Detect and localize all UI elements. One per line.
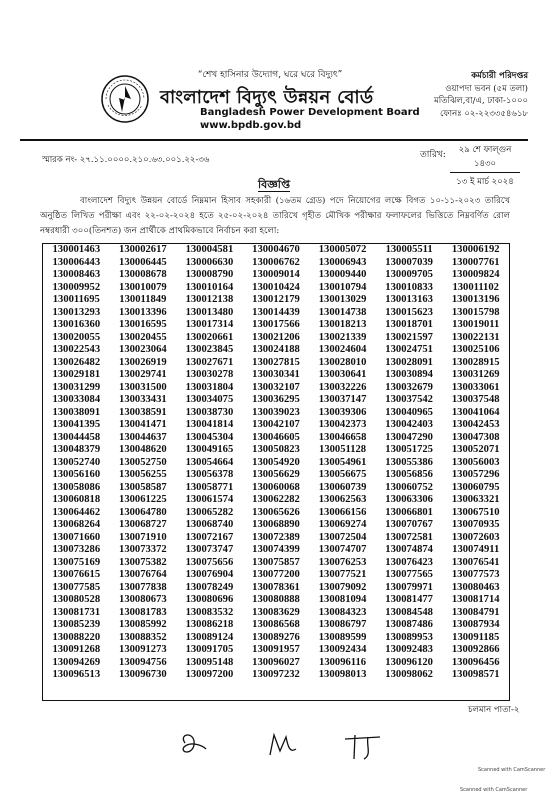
- notice-title: বিজ্ঞপ্তি: [258, 178, 290, 191]
- roll-number-cell: 130024751: [385, 344, 433, 355]
- roll-number-cell: 130088220: [52, 631, 101, 643]
- roll-number-cell: 130007039: [385, 256, 433, 268]
- roll-number-cell: 130007761: [451, 256, 500, 268]
- roll-number-cell: 130021339: [318, 331, 367, 343]
- roll-number-cell: 130014738: [318, 306, 367, 318]
- roll-number-cell: 130064780: [119, 506, 167, 518]
- roll-number-cell: 130076764: [119, 569, 167, 580]
- roll-number-cell: 130065282: [185, 506, 234, 518]
- roll-number-cell: 130033061: [451, 381, 500, 393]
- roll-number-cell: 130077521: [318, 569, 367, 580]
- roll-number-cell: 130052740: [52, 456, 101, 468]
- roll-number-cell: 130087934: [451, 619, 500, 630]
- roll-number-cell: 130017566: [252, 319, 300, 330]
- roll-number-cell: 130077838: [119, 581, 167, 593]
- roll-number-cell: 130009952: [52, 281, 101, 293]
- roll-number-cell: 130058086: [52, 481, 101, 493]
- roll-number-cell: 130068264: [52, 519, 101, 530]
- roll-number-cell: 130096730: [119, 669, 167, 680]
- roll-number-cell: 130073747: [185, 544, 234, 555]
- roll-number-cell: 130072389: [252, 531, 300, 543]
- roll-number-cell: 130039306: [318, 406, 367, 418]
- roll-number-cell: 130098062: [385, 669, 433, 680]
- roll-number-cell: 130061574: [185, 494, 234, 505]
- roll-number-cell: 130070767: [385, 519, 433, 530]
- roll-number-cell: 130042373: [318, 419, 367, 430]
- roll-number-cell: 130046605: [252, 431, 300, 443]
- roll-number-cell: 130096456: [451, 656, 500, 668]
- roll-number-cell: 130019011: [452, 319, 500, 330]
- roll-number-cell: 130029181: [52, 369, 101, 380]
- roll-number-cell: 130036295: [252, 394, 300, 405]
- roll-number-cell: 130091957: [252, 644, 300, 655]
- roll-number-cell: 130077200: [252, 569, 300, 580]
- roll-number-cell: 130056675: [318, 469, 367, 480]
- roll-number-cell: 130021206: [252, 331, 300, 343]
- roll-number-cell: 130084548: [385, 606, 433, 618]
- roll-number-cell: 130031269: [451, 369, 500, 380]
- roll-number-cell: 130096027: [252, 656, 300, 668]
- roll-number-cell: 130047290: [385, 431, 433, 443]
- roll-number-cell: 130064462: [52, 506, 101, 518]
- roll-number-cell: 130060818: [52, 494, 101, 505]
- roll-number-cell: 130041814: [185, 419, 234, 430]
- roll-number-cell: 130072581: [385, 531, 433, 543]
- roll-number-cell: 130030341: [252, 369, 300, 380]
- roll-number-cell: 130076615: [52, 569, 101, 580]
- roll-number-cell: 130038730: [185, 406, 234, 418]
- roll-number-cell: 130081783: [119, 606, 167, 618]
- roll-number-grid: [43, 244, 509, 682]
- roll-number-cell: 130056856: [385, 469, 433, 480]
- roll-number-cell: 130054961: [318, 456, 367, 468]
- roll-number-cell: 130073286: [52, 544, 101, 555]
- roll-number-cell: 130038091: [52, 406, 101, 418]
- roll-number-cell: 130092866: [451, 644, 500, 655]
- roll-number-cell: 130070935: [451, 519, 500, 530]
- roll-number-cell: 130051128: [319, 444, 367, 455]
- roll-number-cell: 130061225: [119, 494, 167, 505]
- bpdb-logo: [100, 74, 150, 124]
- roll-number-cell: 130006192: [451, 244, 500, 255]
- roll-number-cell: 130005511: [385, 244, 433, 255]
- roll-number-cell: 130089953: [385, 631, 433, 643]
- roll-number-cell: 130049165: [185, 444, 234, 455]
- roll-number-cell: 130075169: [52, 556, 101, 568]
- roll-number-cell: 130028010: [318, 356, 367, 368]
- roll-number-cell: 130027671: [185, 356, 234, 368]
- roll-number-cell: 130037147: [318, 394, 367, 405]
- roll-number-cell: 130037542: [385, 394, 433, 405]
- roll-number-cell: 130041395: [52, 419, 101, 430]
- roll-number-cell: 130031299: [52, 381, 101, 393]
- roll-number-cell: 130085992: [119, 619, 167, 630]
- roll-number-cell: 130012179: [252, 294, 300, 305]
- date-label: তারিখ:: [420, 150, 446, 160]
- roll-number-cell: 130078249: [185, 581, 234, 593]
- roll-number-cell: 130080696: [185, 594, 234, 605]
- roll-number-cell: 130052750: [119, 456, 167, 468]
- roll-number-cell: 130020455: [119, 331, 167, 343]
- roll-number-cell: 130010424: [252, 281, 300, 293]
- roll-number-cell: 130029741: [119, 369, 167, 380]
- roll-number-cell: 130013480: [185, 306, 234, 318]
- roll-number-cell: 130034075: [185, 394, 234, 405]
- roll-number-cell: 130054920: [252, 456, 300, 468]
- roll-number-cell: 130076423: [385, 556, 433, 568]
- roll-number-cell: 130086797: [318, 619, 367, 630]
- roll-number-cell: 130051725: [385, 444, 433, 455]
- roll-number-cell: 130022131: [451, 331, 500, 343]
- roll-number-cell: 130008678: [119, 269, 167, 280]
- roll-number-cell: 130078361: [252, 581, 300, 593]
- roll-number-cell: 130069274: [318, 519, 367, 530]
- roll-number-cell: 130087486: [385, 619, 433, 630]
- roll-number-cell: 130024604: [318, 344, 367, 355]
- roll-number-cell: 130062282: [252, 494, 300, 505]
- roll-number-cell: 130071910: [119, 531, 167, 543]
- roll-number-cell: 130086568: [252, 619, 300, 630]
- roll-number-cell: 130023845: [185, 344, 234, 355]
- roll-number-cell: 130083629: [252, 606, 300, 618]
- roll-number-cell: 130091185: [452, 631, 500, 643]
- roll-number-cell: 130077565: [385, 569, 433, 580]
- roll-number-cell: 130014439: [252, 306, 300, 318]
- roll-number-cell: 130020661: [185, 331, 234, 343]
- roll-number-cell: 130096513: [52, 669, 101, 680]
- roll-number-cell: 130042453: [451, 419, 500, 430]
- roll-number-cell: 130094756: [119, 656, 167, 668]
- roll-number-cell: 130095148: [185, 656, 234, 668]
- roll-number-cell: 130047308: [451, 431, 500, 443]
- roll-number-cell: 130068740: [185, 519, 234, 530]
- roll-number-cell: 130030894: [385, 369, 433, 380]
- scanner-watermark: Scanned with CamScanner: [478, 767, 546, 773]
- roll-number-cell: 130081714: [451, 594, 500, 605]
- roll-number-cell: 130010833: [385, 281, 433, 293]
- roll-number-cell: 130058771: [185, 481, 234, 493]
- slogan: “শেখ হাসিনার উদ্যোগ, ঘরে ঘরে বিদ্যুৎ”: [197, 70, 343, 80]
- address-line-1: ওয়াপদা ভবন (৫ম তলা): [445, 83, 528, 94]
- roll-number-cell: 130052071: [451, 444, 500, 455]
- notice-body: বাংলাদেশ বিদ্যুৎ উন্নয়ন বোর্ডে নিম্নমান হিসাব সহকারী (১৬তম গ্রেড) পদে নিয়োগের লক্ষে বিগত ১০-১১-২০২৩ তারিখে অনুষ্ঠিত লিখিত পরীক্ষা এবং ২২-০২-২০২৪ হতে ২৫-০২-২০২৪ তারিখে গৃহীত মৌখিক পরীক্ষার ফলাফলের ভিত্তিতে নিম্নবর্ণিত রোল নম্বরধারী ৩০০(তিনশত) জন প্রার্থীকে প্রাথমিকভাবে নির্বাচন করা হলো:: [40, 196, 510, 236]
- roll-number-cell: 130054664: [185, 456, 234, 468]
- roll-number-cell: 130089276: [252, 631, 300, 643]
- roll-number-table: [42, 243, 510, 701]
- roll-number-cell: 130085239: [52, 619, 101, 630]
- roll-number-cell: 130021597: [385, 331, 433, 343]
- organization-name-bangla: বাংলাদেশ বিদ্যুৎ উন্নয়ন বোর্ড: [160, 87, 374, 108]
- roll-number-cell: 130077585: [52, 581, 101, 593]
- roll-number-cell: 130013396: [119, 306, 167, 318]
- roll-number-cell: 130096120: [385, 656, 433, 668]
- roll-number-cell: 130055386: [385, 456, 433, 468]
- roll-number-cell: 130081731: [52, 606, 101, 618]
- roll-number-cell: 130076541: [451, 556, 500, 568]
- roll-number-cell: 130080673: [119, 594, 167, 605]
- roll-number-cell: 130005072: [318, 244, 367, 255]
- roll-number-cell: 130042107: [252, 419, 300, 430]
- roll-number-cell: 130075382: [119, 556, 167, 568]
- roll-number-cell: 130073372: [119, 544, 167, 555]
- roll-number-cell: 130056003: [451, 456, 500, 468]
- roll-number-cell: 130075656: [185, 556, 234, 568]
- roll-number-cell: 130056629: [252, 469, 300, 480]
- roll-number-cell: 130041471: [119, 419, 167, 430]
- roll-number-cell: 130006445: [119, 256, 167, 268]
- roll-number-cell: 130080888: [252, 594, 300, 605]
- memo-reference: স্মারক নং- ২৭.১১.০০০০.২১০.৬৩.০০১.২২-৩৬: [42, 155, 210, 165]
- roll-number-cell: 130086218: [185, 619, 234, 630]
- roll-number-cell: 130033084: [52, 394, 101, 405]
- signatures: [140, 725, 440, 765]
- roll-number-cell: 130009824: [451, 269, 500, 280]
- roll-number-cell: 130074874: [385, 544, 433, 555]
- roll-number-cell: 130011849: [119, 294, 167, 305]
- roll-number-cell: 130065626: [252, 506, 300, 518]
- roll-number-cell: 130044458: [52, 431, 101, 443]
- roll-number-cell: 130056255: [119, 469, 167, 480]
- roll-number-cell: 130020055: [52, 331, 101, 343]
- roll-number-cell: 130030641: [318, 369, 367, 380]
- department-name: কর্মচারী পরিদপ্তর: [471, 71, 528, 81]
- roll-number-cell: 130009014: [252, 269, 300, 280]
- roll-number-cell: 130011102: [452, 281, 499, 293]
- roll-number-cell: 130048379: [52, 444, 101, 455]
- roll-number-cell: 130013029: [318, 294, 367, 305]
- roll-number-cell: 130056378: [185, 469, 234, 480]
- roll-number-cell: 130058587: [119, 481, 167, 493]
- roll-number-cell: 130076253: [318, 556, 367, 568]
- roll-number-cell: 130057296: [451, 469, 500, 480]
- roll-number-cell: 130066801: [385, 506, 433, 518]
- address-line-2: মতিঝিল,বা/এ, ঢাকা-১০০০: [433, 96, 528, 106]
- roll-number-cell: 130056160: [52, 469, 101, 480]
- roll-number-cell: 130089599: [318, 631, 367, 643]
- roll-number-cell: 130017314: [185, 319, 234, 330]
- roll-number-cell: 130001463: [52, 244, 101, 255]
- roll-number-cell: 130015623: [385, 306, 433, 318]
- roll-number-cell: 130072504: [318, 531, 367, 543]
- roll-number-cell: 130060739: [318, 481, 367, 493]
- date-english: ১৩ ই মার্চ ২০২৪: [456, 177, 514, 187]
- roll-number-cell: 130097232: [252, 669, 300, 680]
- roll-number-cell: 130032679: [385, 381, 433, 393]
- roll-number-cell: 130089124: [185, 631, 234, 643]
- roll-number-cell: 130096116: [319, 656, 367, 668]
- roll-number-cell: 130074707: [318, 544, 367, 555]
- roll-number-cell: 130083532: [185, 606, 234, 618]
- roll-number-cell: 130010079: [119, 281, 167, 293]
- date-bangla: ২৯ শে ফাল্গুন ১৪৩০: [450, 142, 520, 173]
- roll-number-cell: 130032107: [252, 381, 300, 393]
- roll-number-cell: 130031804: [185, 381, 234, 393]
- roll-number-cell: 130081477: [385, 594, 433, 605]
- roll-number-cell: 130026482: [52, 356, 101, 368]
- roll-number-cell: 130002617: [119, 244, 167, 255]
- roll-number-cell: 130008463: [52, 269, 101, 280]
- roll-number-cell: 130025106: [451, 344, 500, 355]
- roll-number-cell: 130033431: [119, 394, 167, 405]
- roll-number-cell: 130037548: [451, 394, 500, 405]
- roll-number-cell: 130060795: [451, 481, 500, 493]
- roll-number-cell: 130080528: [52, 594, 101, 605]
- roll-number-cell: 130032226: [318, 381, 367, 393]
- roll-number-cell: 130013163: [385, 294, 433, 305]
- roll-number-cell: 130031500: [119, 381, 167, 393]
- roll-number-cell: 130098013: [318, 669, 367, 680]
- roll-number-cell: 130018213: [318, 319, 367, 330]
- roll-number-cell: 130068727: [119, 519, 167, 530]
- roll-number-cell: 130008790: [185, 269, 234, 280]
- roll-number-cell: 130015798: [451, 306, 500, 318]
- roll-number-cell: 130018701: [385, 319, 433, 330]
- roll-number-cell: 130084791: [451, 606, 500, 618]
- roll-number-cell: 130066156: [318, 506, 367, 518]
- roll-number-cell: 130028091: [385, 356, 433, 368]
- roll-number-cell: 130063306: [385, 494, 433, 505]
- roll-number-cell: 130023064: [119, 344, 167, 355]
- roll-number-cell: 130045304: [185, 431, 234, 443]
- organization-name-english: Bangladesh Power Development Board: [200, 107, 420, 118]
- roll-number-cell: 130016360: [52, 319, 101, 330]
- roll-number-cell: 130092483: [385, 644, 433, 655]
- header-divider: [20, 139, 528, 141]
- roll-number-cell: 130026919: [119, 356, 167, 368]
- roll-number-cell: 130071660: [52, 531, 101, 543]
- roll-number-cell: 130044637: [119, 431, 167, 443]
- roll-number-cell: 130060068: [252, 481, 300, 493]
- roll-number-cell: 130088352: [119, 631, 167, 643]
- roll-number-cell: 130081094: [318, 594, 367, 605]
- roll-number-cell: 130094269: [52, 656, 101, 668]
- roll-number-cell: 130041064: [451, 406, 500, 418]
- roll-number-cell: 130046658: [318, 431, 367, 443]
- roll-number-cell: 130098571: [451, 669, 500, 680]
- roll-number-cell: 130074399: [252, 544, 300, 555]
- roll-number-cell: 130011695: [52, 294, 100, 305]
- roll-number-cell: 130091268: [52, 644, 101, 655]
- continued-note: চলমান পাতা-২: [468, 705, 520, 715]
- roll-number-cell: 130079971: [385, 581, 433, 593]
- roll-number-cell: 130013293: [52, 306, 101, 318]
- roll-number-cell: 130006630: [185, 256, 234, 268]
- roll-number-cell: 130050823: [252, 444, 300, 455]
- roll-number-cell: 130028915: [451, 356, 500, 368]
- roll-number-cell: 130091705: [185, 644, 234, 655]
- roll-number-cell: 130072167: [185, 531, 234, 543]
- roll-number-cell: 130016595: [119, 319, 167, 330]
- roll-number-cell: 130022543: [52, 344, 101, 355]
- roll-number-cell: 130091273: [119, 644, 167, 655]
- roll-number-cell: 130010164: [185, 281, 234, 293]
- roll-number-cell: 130004581: [185, 244, 234, 255]
- roll-number-cell: 130009705: [385, 269, 433, 280]
- roll-number-cell: 130006443: [52, 256, 101, 268]
- scanner-watermark-footer: Scanned with CamScanner: [460, 787, 528, 793]
- roll-number-cell: 130060752: [385, 481, 433, 493]
- roll-number-cell: 130039023: [252, 406, 300, 418]
- roll-number-cell: 130030278: [185, 369, 234, 380]
- contact-block: [434, 70, 528, 120]
- roll-number-cell: 130084323: [318, 606, 367, 618]
- roll-number-cell: 130009440: [318, 269, 367, 280]
- website-link[interactable]: www.bpdb.gov.bd: [200, 120, 302, 131]
- roll-number-cell: 130006762: [252, 256, 300, 268]
- roll-number-cell: 130027815: [252, 356, 300, 368]
- roll-number-cell: 130067510: [451, 506, 500, 518]
- roll-number-cell: 130072603: [451, 531, 500, 543]
- roll-number-cell: 130080463: [451, 581, 500, 593]
- phone-line: ফোনঃ ০২-২২৩৩৫৪৬১৮: [439, 108, 528, 119]
- roll-number-cell: 130024188: [252, 344, 300, 355]
- roll-number-cell: 130004670: [252, 244, 300, 255]
- roll-number-cell: 130012138: [185, 294, 234, 305]
- roll-number-cell: 130042403: [385, 419, 433, 430]
- roll-number-cell: 130076904: [185, 569, 234, 580]
- roll-number-cell: 130062563: [318, 494, 367, 505]
- roll-number-cell: 130040965: [385, 406, 433, 418]
- roll-number-cell: 130010794: [318, 281, 367, 293]
- roll-number-cell: 130048620: [119, 444, 167, 455]
- roll-number-cell: 130092434: [318, 644, 367, 655]
- roll-number-cell: 130013196: [451, 294, 500, 305]
- roll-number-cell: 130097200: [185, 669, 234, 680]
- roll-number-cell: 130075857: [252, 556, 300, 568]
- roll-number-cell: 130038591: [119, 406, 167, 418]
- roll-number-cell: 130077573: [451, 569, 500, 580]
- roll-number-cell: 130074911: [452, 544, 500, 555]
- roll-number-cell: 130006943: [318, 256, 367, 268]
- roll-number-cell: 130063321: [451, 494, 500, 505]
- roll-number-cell: 130068890: [252, 519, 300, 530]
- roll-number-cell: 130079092: [318, 581, 367, 593]
